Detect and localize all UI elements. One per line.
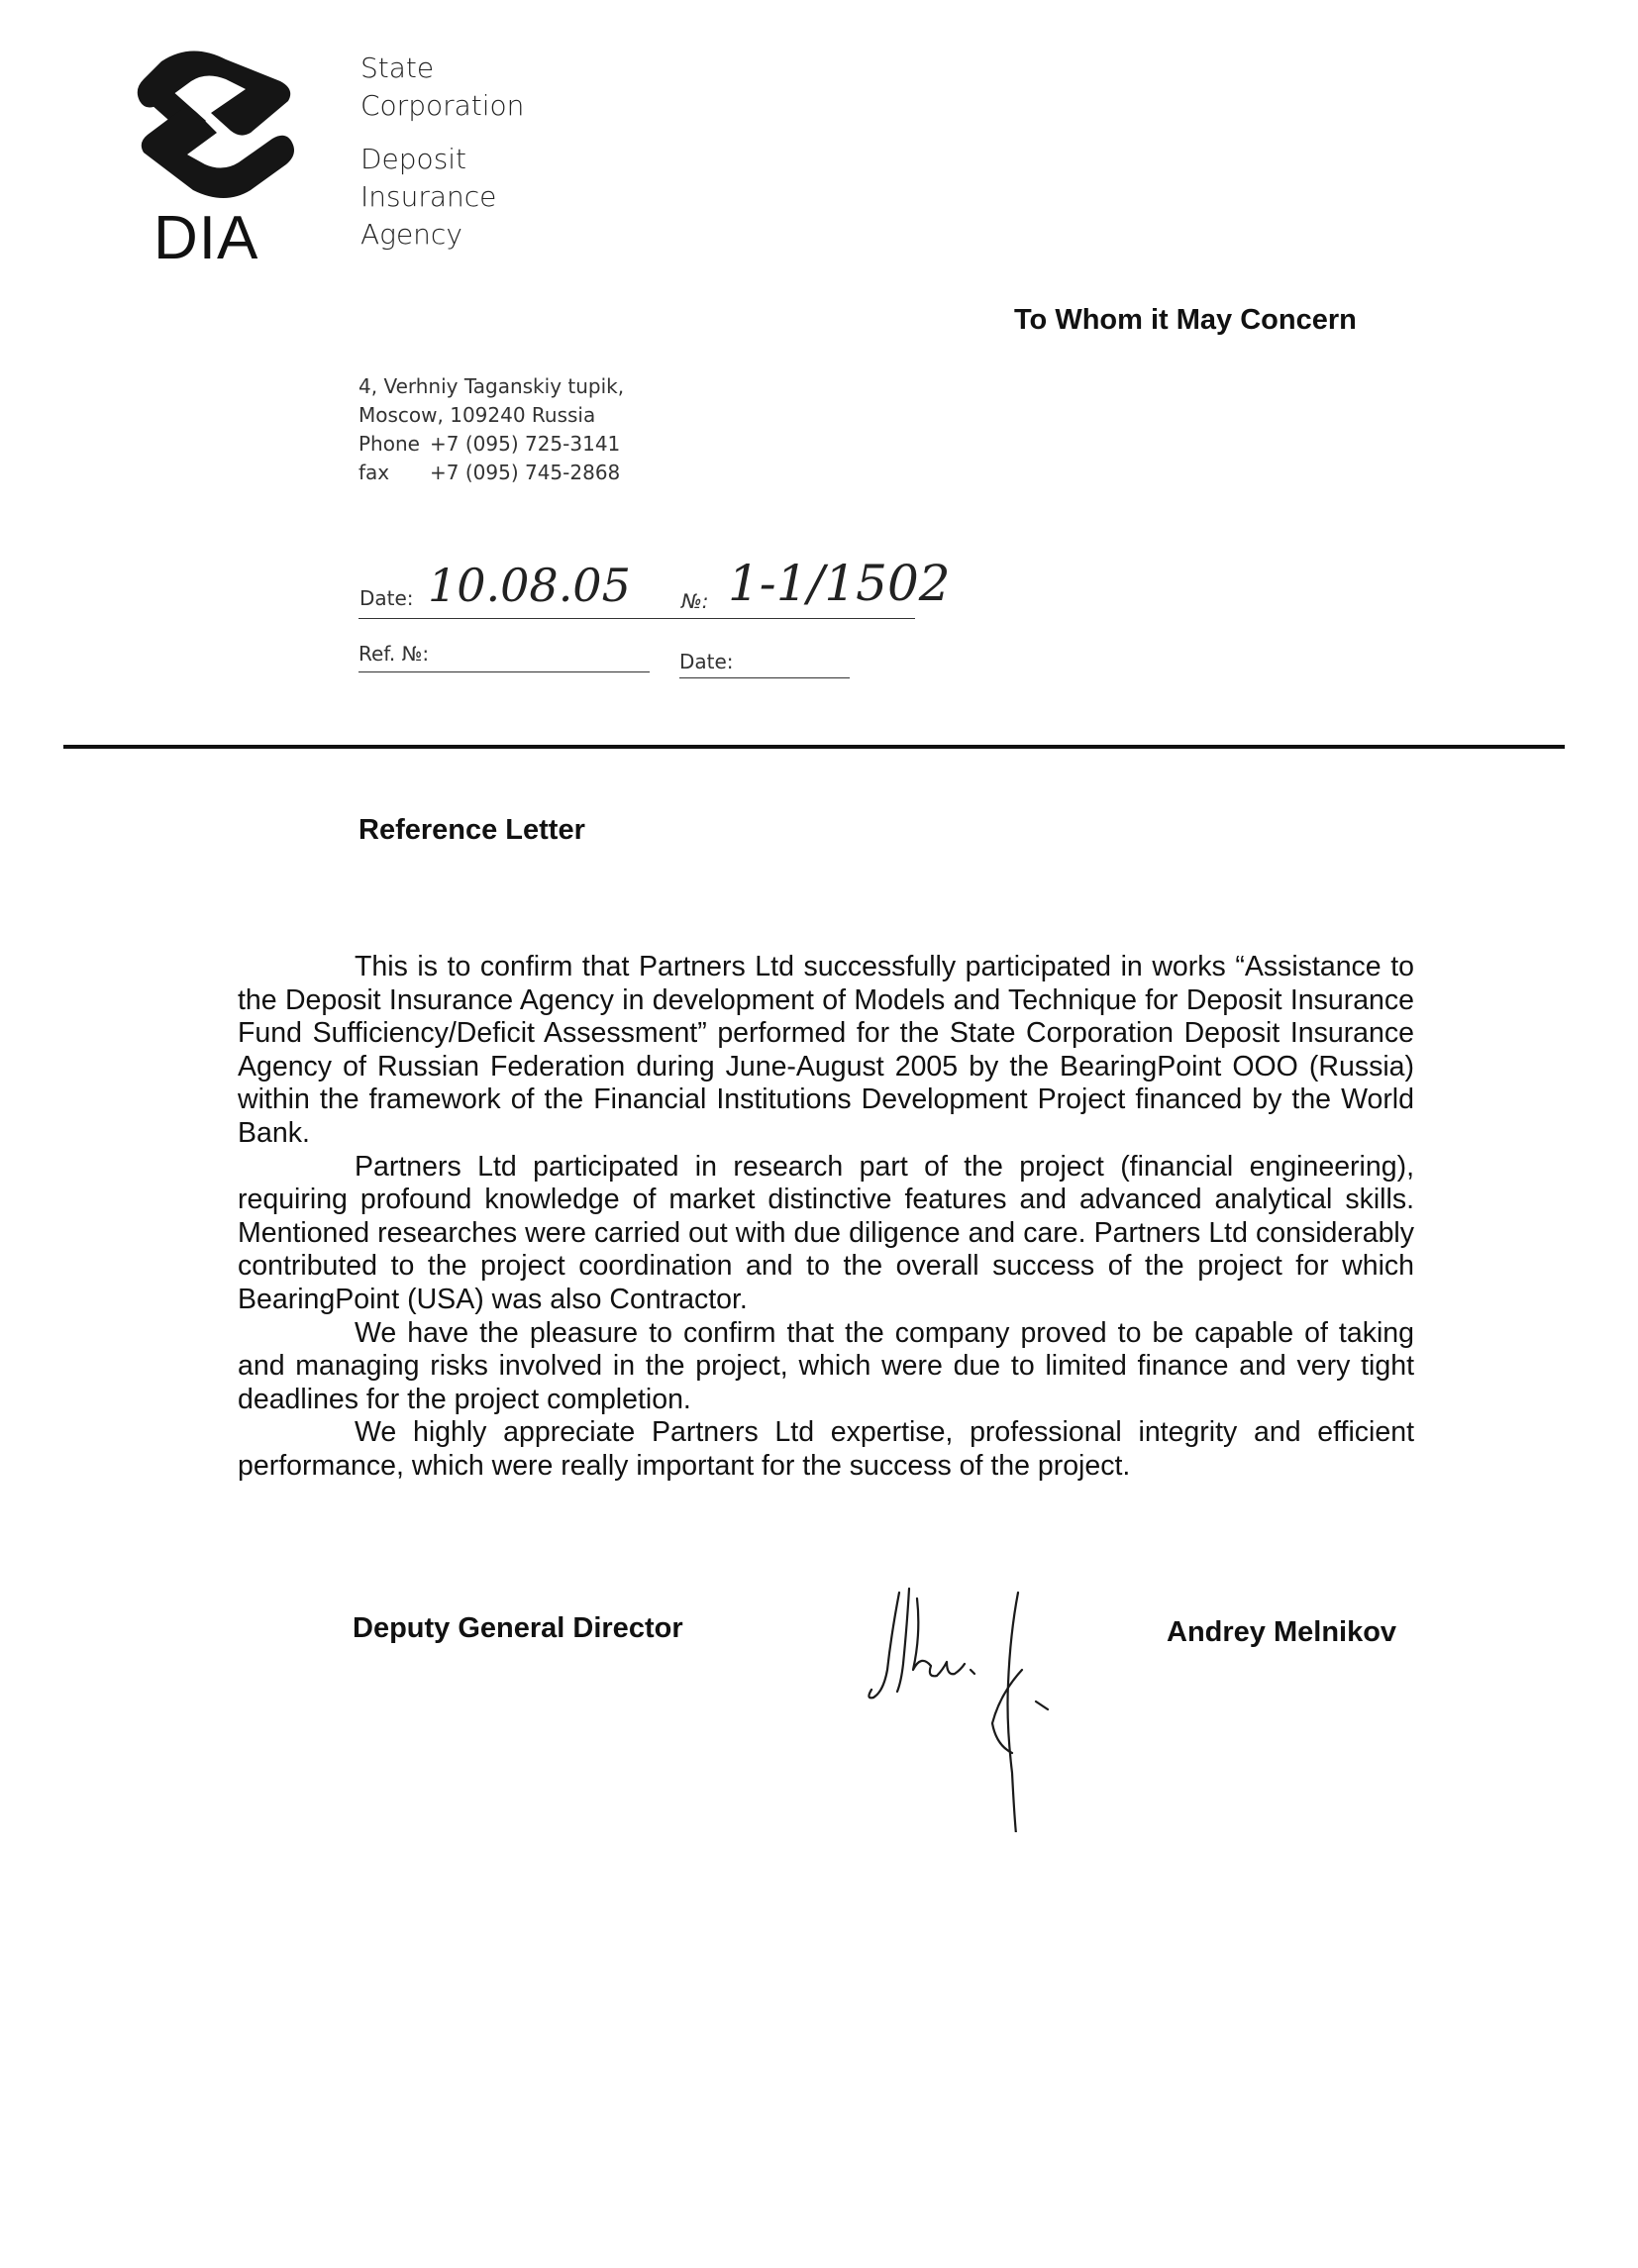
org-name xyxy=(360,50,524,254)
signatory-position: Deputy General Director xyxy=(353,1612,683,1644)
date2-label: Date: xyxy=(679,650,734,673)
number-value: 1-1/1502 xyxy=(728,555,951,612)
org-line: Insurance xyxy=(360,180,497,213)
org-line: State xyxy=(360,52,435,84)
fax-label: fax xyxy=(358,461,390,484)
ref-underline xyxy=(358,671,650,672)
phone-label: Phone xyxy=(358,432,420,456)
ref-label: Ref. №: xyxy=(358,642,430,666)
letter-paragraph: Partners Ltd participated in research part of the project (financial engineering), requiring profound knowledge of market distinctive features and advanced analytical skills. Mentioned researches were carried out with due diligence and care. Partners Ltd considerably contributed to the project coordination and to the overall success of the project for which BearingPoint (USA) was also Contractor. xyxy=(238,1150,1414,1315)
letter-paragraph: We have the pleasure to confirm that the company proved to be capable of taking and managing risks involved in the project, which were due to limited finance and very tight deadlines for the project completion. xyxy=(238,1316,1414,1415)
date2-underline xyxy=(679,677,850,678)
letter-paragraph: This is to confirm that Partners Ltd successfully participated in works “Assistance to the Deposit Insurance Agency in development of Models and Technique for Deposit Insurance Fund Sufficiency/Deficit Assessment” performed for the State Corporation Deposit Insurance Agency of Russian Federation during June-August 2005 by the BearingPoint OOO (Russia) within the framework of the Financial Institutions Development Project financed by the World Bank. xyxy=(238,951,1414,1149)
header-divider xyxy=(63,745,1565,749)
dia-logo-icon xyxy=(132,42,300,200)
phone-value: +7 (095) 725-3141 xyxy=(430,432,621,456)
date-label: Date: xyxy=(359,586,414,610)
org-line: Agency xyxy=(360,218,462,251)
number-underline xyxy=(656,618,915,619)
address-block xyxy=(358,372,624,487)
letter-paragraph: We highly appreciate Partners Ltd expertise, professional integrity and efficient performance, which were really important for the success of the project. xyxy=(238,1416,1414,1482)
org-line: Corporation xyxy=(360,89,525,122)
phone-row xyxy=(358,430,624,459)
letter-title: Reference Letter xyxy=(358,814,585,846)
addressee: To Whom it May Concern xyxy=(1014,304,1357,336)
handwritten-signature-icon xyxy=(852,1575,1109,1832)
address-street: 4, Verhniy Taganskiy tupik, xyxy=(358,374,625,398)
date-value: 10.08.05 xyxy=(428,559,631,612)
address-city: Moscow, 109240 Russia xyxy=(358,403,596,427)
number-label: №: xyxy=(681,589,709,613)
fax-row xyxy=(358,459,624,487)
fax-value: +7 (095) 745-2868 xyxy=(430,461,621,484)
date-underline xyxy=(358,618,656,619)
letter-body xyxy=(238,951,1414,1484)
logo-text: DIA xyxy=(154,204,259,272)
org-line: Deposit xyxy=(360,143,467,175)
signatory-name: Andrey Melnikov xyxy=(1167,1616,1397,1648)
